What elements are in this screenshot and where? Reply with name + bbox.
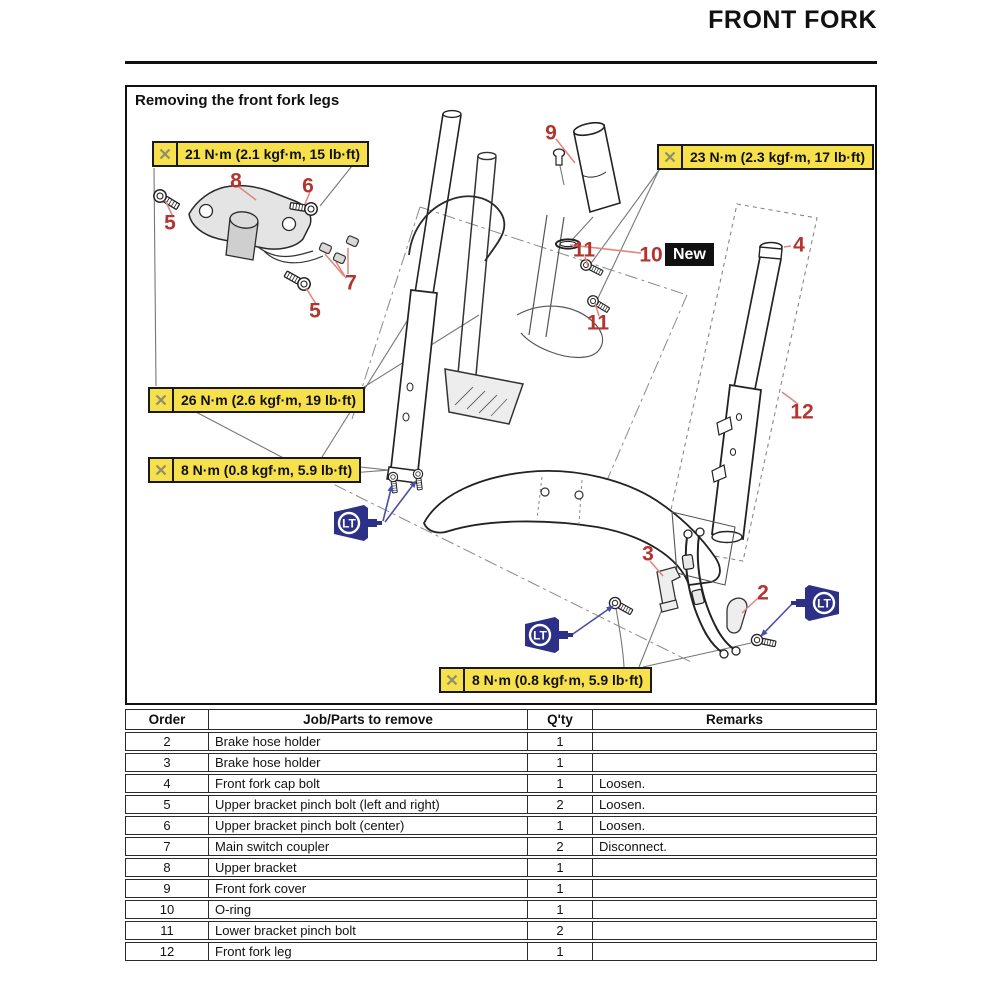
new-part-badge: New bbox=[665, 243, 714, 266]
part-label-9: 9 bbox=[545, 121, 557, 145]
table-row bbox=[125, 816, 877, 835]
cell-qty: 1 bbox=[528, 774, 593, 793]
title-rule bbox=[125, 61, 877, 64]
cell-job: Brake hose holder bbox=[209, 753, 528, 772]
part-label-6: 6 bbox=[302, 174, 314, 198]
cell-order: 2 bbox=[125, 732, 209, 751]
cell-remarks bbox=[593, 942, 877, 961]
wrench-icon bbox=[659, 146, 683, 168]
cell-remarks bbox=[593, 879, 877, 898]
parts-table bbox=[125, 707, 877, 963]
torque-value: 8 N·m (0.8 kgf·m, 5.9 lb·ft) bbox=[472, 672, 644, 688]
cell-qty: 1 bbox=[528, 900, 593, 919]
loctite-icon bbox=[523, 617, 575, 655]
lt-label: LT bbox=[817, 596, 831, 611]
cell-order: 8 bbox=[125, 858, 209, 877]
cell-qty: 1 bbox=[528, 816, 593, 835]
table-row bbox=[125, 795, 877, 814]
cell-job: O-ring bbox=[209, 900, 528, 919]
cell-order: 5 bbox=[125, 795, 209, 814]
wrench-icon bbox=[150, 389, 174, 411]
part-label-10: 10 bbox=[639, 243, 663, 267]
cell-order: 4 bbox=[125, 774, 209, 793]
torque-callout-23nm bbox=[657, 144, 874, 170]
page-title: FRONT FORK bbox=[708, 6, 877, 34]
torque-callout-8nm-upper bbox=[148, 457, 361, 483]
loctite-icon bbox=[789, 585, 841, 623]
cell-order: 10 bbox=[125, 900, 209, 919]
brake-hose-holder-2 bbox=[727, 598, 747, 633]
steering-stem bbox=[409, 152, 603, 424]
table-row bbox=[125, 732, 877, 751]
wrench-icon bbox=[154, 143, 178, 165]
cell-job: Upper bracket pinch bolt (left and right) bbox=[209, 795, 528, 814]
header-order: Order bbox=[125, 709, 209, 730]
cell-qty: 2 bbox=[528, 795, 593, 814]
right-fork-leg bbox=[712, 243, 782, 543]
loctite-icon bbox=[332, 505, 384, 543]
table-row bbox=[125, 921, 877, 940]
part-label-4: 4 bbox=[793, 233, 805, 257]
cell-remarks bbox=[593, 900, 877, 919]
cell-remarks: Loosen. bbox=[593, 816, 877, 835]
cell-qty: 2 bbox=[528, 837, 593, 856]
torque-callout-8nm-lower bbox=[439, 667, 652, 693]
cell-job: Front fork cover bbox=[209, 879, 528, 898]
cell-job: Upper bracket bbox=[209, 858, 528, 877]
cell-order: 9 bbox=[125, 879, 209, 898]
table-row bbox=[125, 879, 877, 898]
cell-qty: 1 bbox=[528, 942, 593, 961]
cell-job: Front fork leg bbox=[209, 942, 528, 961]
cell-qty: 2 bbox=[528, 921, 593, 940]
table-row bbox=[125, 942, 877, 961]
header-remarks: Remarks bbox=[593, 709, 877, 730]
cell-order: 12 bbox=[125, 942, 209, 961]
construction-lines bbox=[313, 207, 693, 663]
part-label-7: 7 bbox=[345, 271, 357, 295]
lt-label: LT bbox=[342, 516, 356, 531]
torque-value: 26 N·m (2.6 kgf·m, 19 lb·ft) bbox=[181, 392, 357, 408]
table-row bbox=[125, 900, 877, 919]
left-fork-leg bbox=[387, 111, 461, 483]
cell-qty: 1 bbox=[528, 858, 593, 877]
table-row bbox=[125, 774, 877, 793]
torque-value: 8 N·m (0.8 kgf·m, 5.9 lb·ft) bbox=[181, 462, 353, 478]
wrench-icon bbox=[150, 459, 174, 481]
cell-order: 11 bbox=[125, 921, 209, 940]
part-label-5-left: 5 bbox=[164, 211, 176, 235]
torque-value: 23 N·m (2.3 kgf·m, 17 lb·ft) bbox=[690, 149, 866, 165]
diagram-panel bbox=[125, 85, 877, 705]
wrench-icon bbox=[441, 669, 465, 691]
part-label-2: 2 bbox=[757, 581, 769, 605]
cell-job: Brake hose holder bbox=[209, 732, 528, 751]
cell-qty: 1 bbox=[528, 753, 593, 772]
cell-job: Upper bracket pinch bolt (center) bbox=[209, 816, 528, 835]
part-label-12: 12 bbox=[790, 400, 814, 424]
cell-remarks: Loosen. bbox=[593, 795, 877, 814]
cell-qty: 1 bbox=[528, 732, 593, 751]
part-label-11-bottom: 11 bbox=[586, 311, 610, 335]
cell-remarks bbox=[593, 858, 877, 877]
header-qty: Q'ty bbox=[528, 709, 593, 730]
part-label-3: 3 bbox=[642, 542, 654, 566]
front-fork-cover bbox=[554, 120, 621, 212]
torque-value: 21 N·m (2.1 kgf·m, 15 lb·ft) bbox=[185, 146, 361, 162]
cell-remarks bbox=[593, 921, 877, 940]
table-row bbox=[125, 753, 877, 772]
lt-label: LT bbox=[533, 628, 547, 643]
cell-remarks bbox=[593, 732, 877, 751]
part-label-11-top: 11 bbox=[572, 238, 596, 262]
cell-remarks bbox=[593, 753, 877, 772]
cell-job: Main switch coupler bbox=[209, 837, 528, 856]
table-row bbox=[125, 858, 877, 877]
cell-remarks: Loosen. bbox=[593, 774, 877, 793]
cell-order: 3 bbox=[125, 753, 209, 772]
table-row bbox=[125, 837, 877, 856]
header-job: Job/Parts to remove bbox=[209, 709, 528, 730]
part-label-5-bottom: 5 bbox=[309, 299, 321, 323]
table-header-row bbox=[125, 709, 877, 730]
cell-order: 6 bbox=[125, 816, 209, 835]
cell-remarks: Disconnect. bbox=[593, 837, 877, 856]
cell-job: Lower bracket pinch bolt bbox=[209, 921, 528, 940]
cell-qty: 1 bbox=[528, 879, 593, 898]
torque-callout-21nm bbox=[152, 141, 369, 167]
part-label-8: 8 bbox=[230, 169, 242, 193]
section-heading: Removing the front fork legs bbox=[135, 92, 340, 109]
cell-order: 7 bbox=[125, 837, 209, 856]
main-switch-couplers bbox=[319, 235, 359, 264]
torque-callout-26nm bbox=[148, 387, 365, 413]
cell-job: Front fork cap bolt bbox=[209, 774, 528, 793]
